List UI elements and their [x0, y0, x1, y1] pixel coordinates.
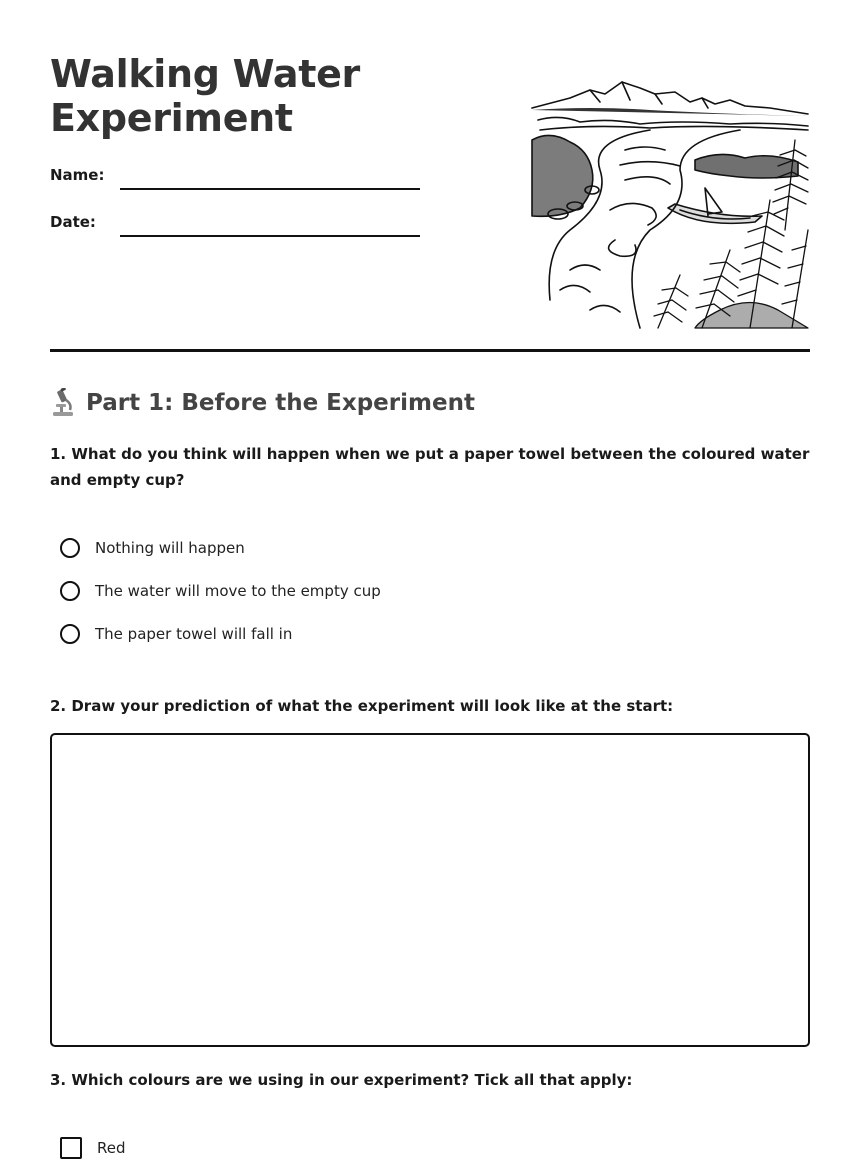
page-title: Walking Water Experiment — [50, 52, 360, 140]
header-divider — [50, 349, 810, 352]
radio-button[interactable] — [60, 581, 80, 601]
q1-option-3[interactable] — [60, 621, 292, 647]
question-3: 3. Which colours are we using in our experiment? Tick all that apply: — [50, 1071, 633, 1089]
prediction-drawing-box[interactable] — [50, 733, 810, 1047]
date-label: Date: — [50, 213, 96, 231]
date-input-line[interactable] — [120, 235, 420, 237]
radio-button[interactable] — [60, 624, 80, 644]
microscope-icon — [50, 388, 76, 418]
section-heading-part1 — [50, 386, 475, 420]
date-field — [50, 213, 420, 243]
section-heading-text: Part 1: Before the Experiment — [86, 390, 475, 416]
q1-option-2[interactable] — [60, 578, 381, 604]
question-2: 2. Draw your prediction of what the experiment will look like at the start: — [50, 697, 674, 715]
question-1: 1. What do you think will happen when we put a paper towel between the coloured water and empty cup? — [50, 445, 810, 489]
q3-option-red[interactable] — [60, 1135, 126, 1161]
landscape-illustration — [530, 80, 810, 330]
q1-option-1[interactable] — [60, 535, 245, 561]
name-label: Name: — [50, 166, 105, 184]
checkbox[interactable] — [60, 1137, 82, 1159]
option-label: Red — [97, 1139, 126, 1157]
radio-button[interactable] — [60, 538, 80, 558]
name-input-line[interactable] — [120, 188, 420, 190]
option-label: The paper towel will fall in — [95, 625, 293, 643]
option-label: Nothing will happen — [95, 539, 245, 557]
option-label: The water will move to the empty cup — [95, 582, 381, 600]
name-field — [50, 166, 420, 196]
